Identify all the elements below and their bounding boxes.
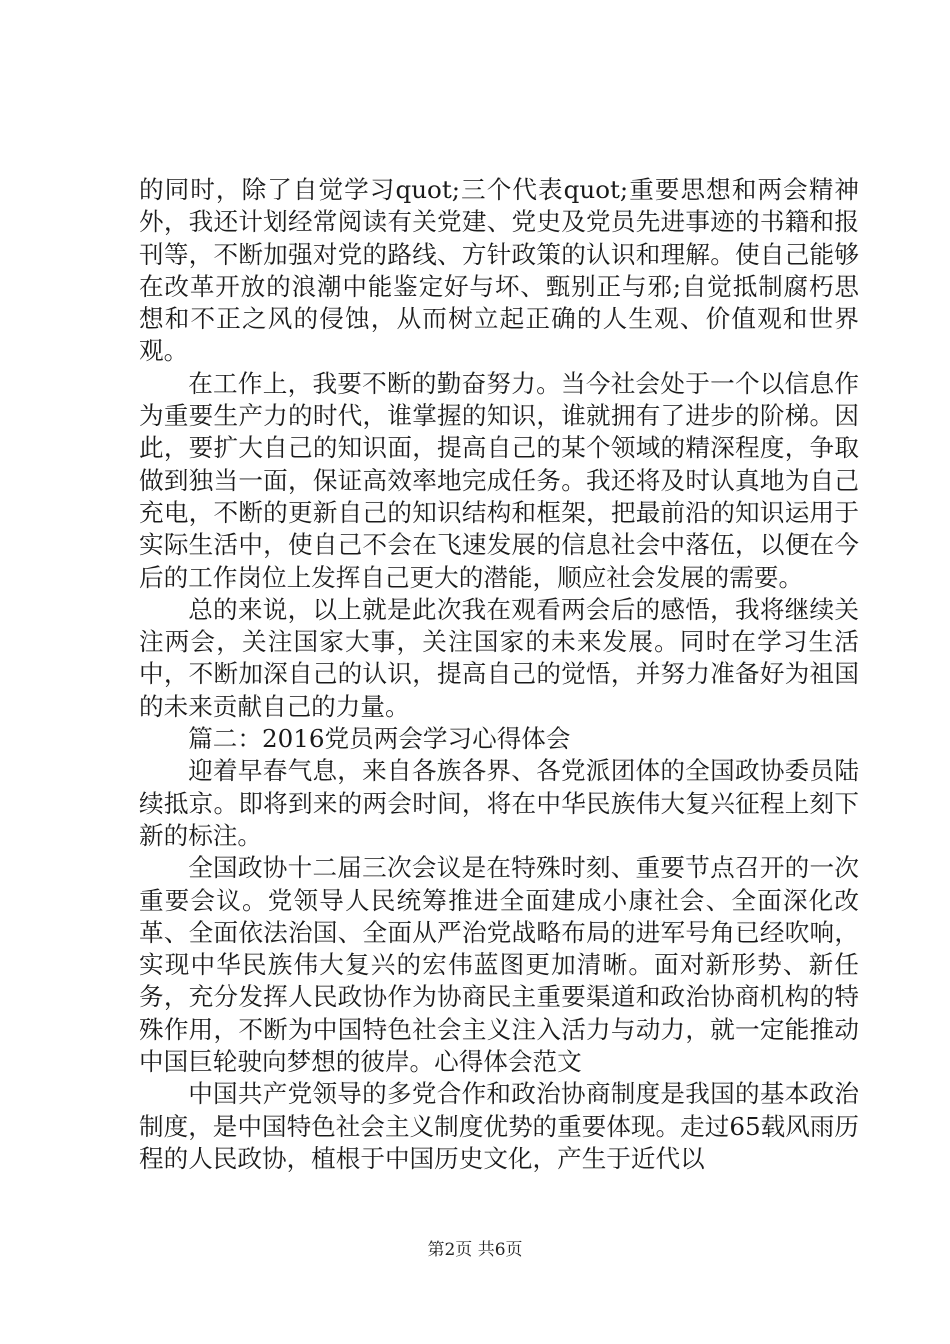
paragraph-continuation: 的同时，除了自觉学习quot;三个代表quot;重要思想和两会精神外，我还计划经常阅读有关党建、党史及党员先进事迹的书籍和报刊等，不断加强对党的路线、方针政策的认识和理解。使自己能够在改革开放的浪潮中能鉴定好与坏、甄别正与邪;自觉抵制腐朽思想和不正之风的侵蚀，从而树立起正确的人生观、价值观和世界观。: [139, 175, 859, 366]
paragraph-summary: 总的来说，以上就是此次我在观看两会后的感悟，我将继续关注两会，关注国家大事，关注国家的未来发展。同时在学习生活中，不断加深自己的认识，提高自己的觉悟，并努力准备好为祖国的未来贡献自己的力量。: [139, 594, 859, 721]
document-body: [139, 174, 859, 1175]
section-heading: 篇二：2016党员两会学习心得体会: [188, 724, 571, 754]
paragraph-spring: 迎着早春气息，来自各族各界、各党派团体的全国政协委员陆续抵京。即将到来的两会时间，将在中华民族伟大复兴征程上刻下新的标注。: [139, 756, 859, 850]
paragraph-cppcc-session: 全国政协十二届三次会议是在特殊时刻、重要节点召开的一次重要会议。党领导人民统筹推进全面建成小康社会、全面深化改革、全面依法治国、全面从严治党战略布局的进军号角已经吹响，实现中华民族伟大复兴的宏伟蓝图更加清晰。面对新形势、新任务，充分发挥人民政协作为协商民主重要渠道和政治协商机构的特殊作用，不断为中国特色社会主义注入活力与动力，就一定能推动中国巨轮驶向梦想的彼岸。心得体会范文: [139, 853, 859, 1077]
paragraph-work: 在工作上，我要不断的勤奋努力。当今社会处于一个以信息作为重要生产力的时代，谁掌握的知识，谁就拥有了进步的阶梯。因此，要扩大自己的知识面，提高自己的某个领域的精深程度，争取做到独当一面，保证高效率地完成任务。我还将及时认真地为自己充电，不断的更新自己的知识结构和框架，把最前沿的知识运用于实际生活中，使自己不会在飞速发展的信息社会中落伍，以便在今后的工作岗位上发挥自己更大的潜能，顺应社会发展的需要。: [139, 368, 859, 592]
page-footer: 第2页 共6页: [427, 1240, 523, 1260]
paragraph-party-cooperation: 中国共产党领导的多党合作和政治协商制度是我国的基本政治制度，是中国特色社会主义制度优势的重要体现。走过65载风雨历程的人民政协，植根于中国历史文化，产生于近代以: [139, 1079, 859, 1173]
